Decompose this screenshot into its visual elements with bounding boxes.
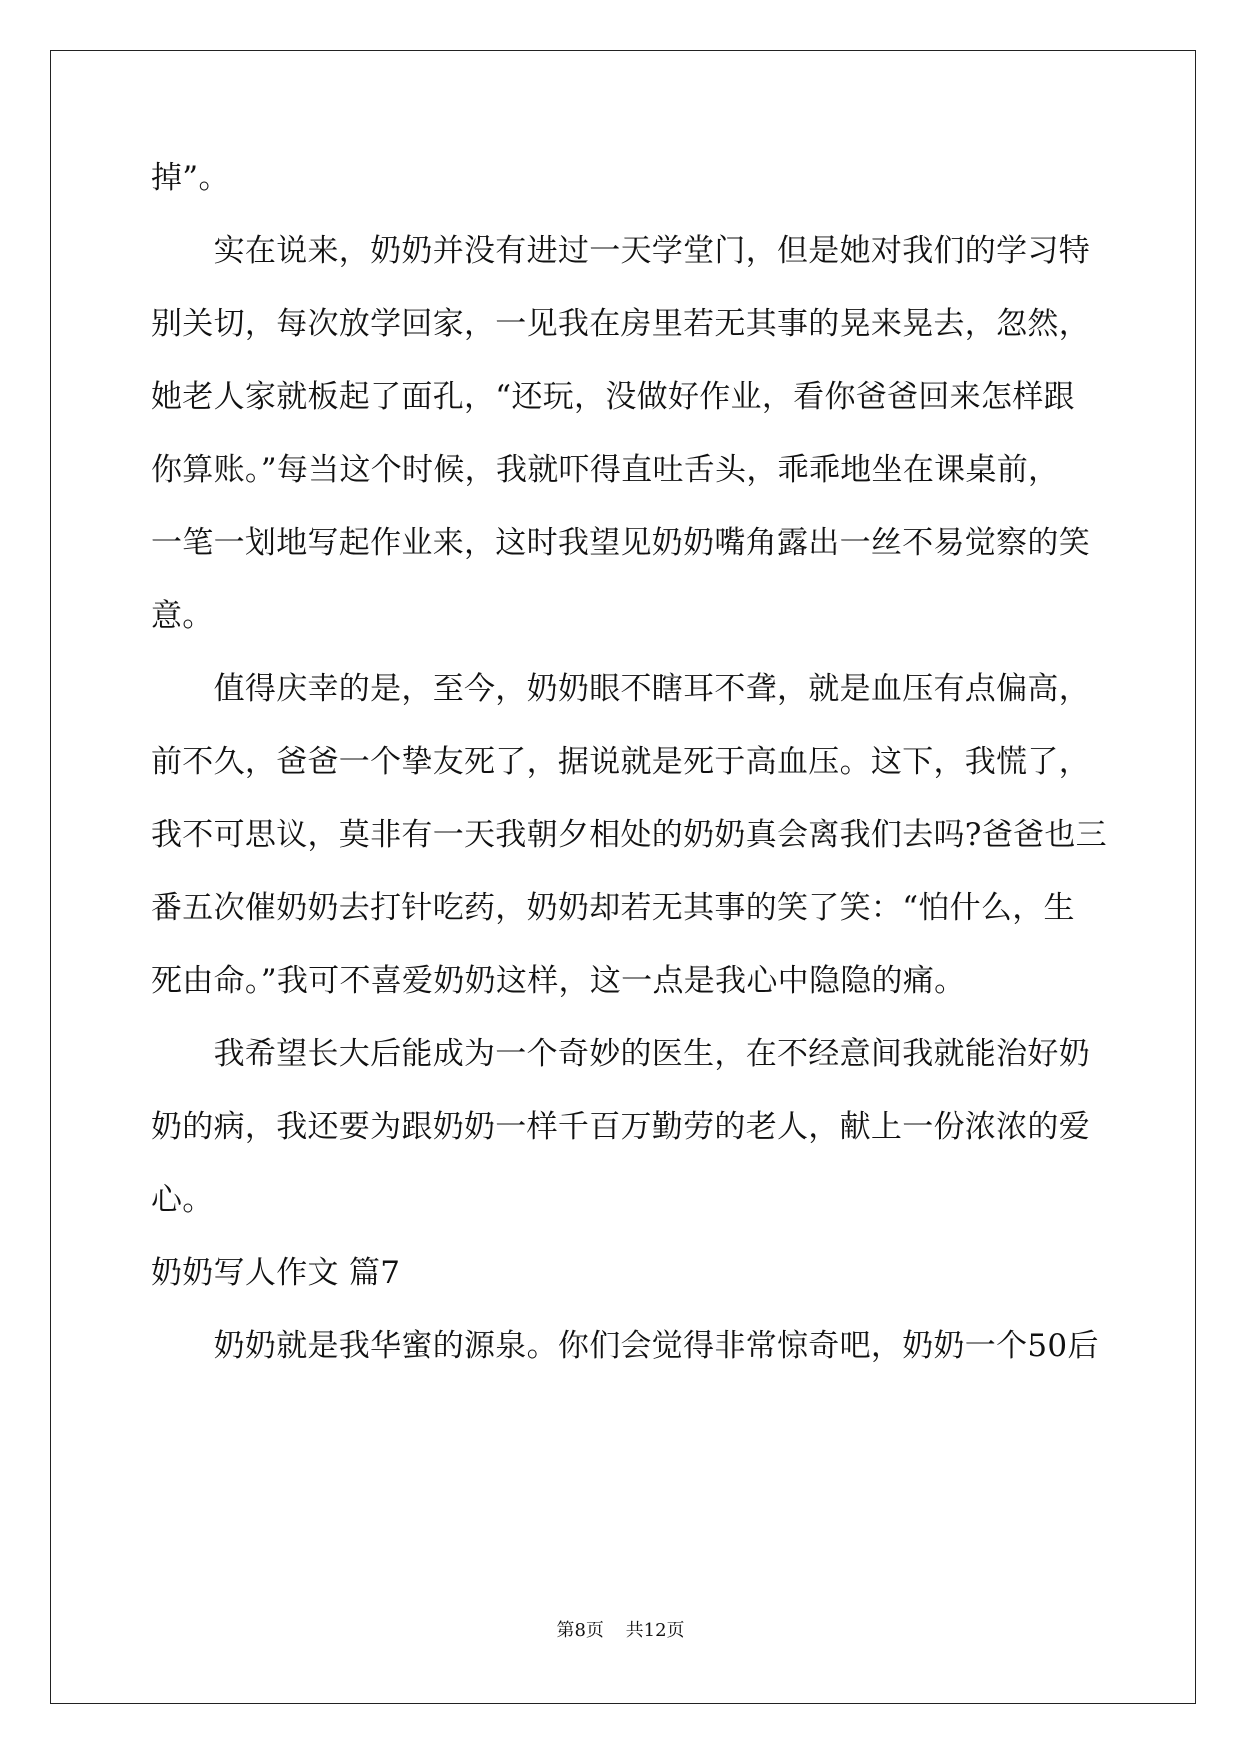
text-line: 意。 [151,598,214,634]
text-line: 她老人家就板起了面孔，“还玩，没做好作业，看你爸爸回来怎样跟 [151,379,1075,415]
page-number: 第8页 [556,1620,604,1641]
text-line: 我不可思议，莫非有一天我朝夕相处的奶奶真会离我们去吗?爸爸也三 [151,817,1107,853]
page-count: 共12页 [625,1620,685,1641]
text-line: 死由命。”我可不喜爱奶奶这样，这一点是我心中隐隐的痛。 [151,963,966,999]
text-line: 前不久，爸爸一个挚友死了，据说就是死于高血压。这下，我慌了， [151,744,1090,780]
section-heading: 奶奶写人作文 篇7 [151,1255,401,1291]
paragraph-first-line: 奶奶就是我华蜜的源泉。你们会觉得非常惊奇吧，奶奶一个50后 [151,1328,1099,1364]
paragraph-first-line: 实在说来，奶奶并没有进过一天学堂门，但是她对我们的学习特 [151,233,1090,269]
paragraph-first-line: 值得庆幸的是，至今，奶奶眼不瞎耳不聋，就是血压有点偏高， [151,671,1090,707]
page-footer [0,1616,1241,1642]
text-line: 掉”。 [151,160,230,196]
text-line: 一笔一划地写起作业来，这时我望见奶奶嘴角露出一丝不易觉察的笑 [151,525,1090,561]
text-line: 别关切，每次放学回家，一见我在房里若无其事的晃来晃去，忽然， [151,306,1090,342]
paragraph-first-line: 我希望长大后能成为一个奇妙的医生，在不经意间我就能治好奶 [151,1036,1090,1072]
page-border [50,50,1196,1704]
text-line: 奶的病，我还要为跟奶奶一样千百万勤劳的老人，献上一份浓浓的爱 [151,1109,1090,1145]
text-line: 心。 [151,1182,214,1218]
text-line: 番五次催奶奶去打针吃药，奶奶却若无其事的笑了笑：“怕什么，生 [151,890,1075,926]
text-line: 你算账。”每当这个时候，我就吓得直吐舌头，乖乖地坐在课桌前， [151,452,1060,488]
